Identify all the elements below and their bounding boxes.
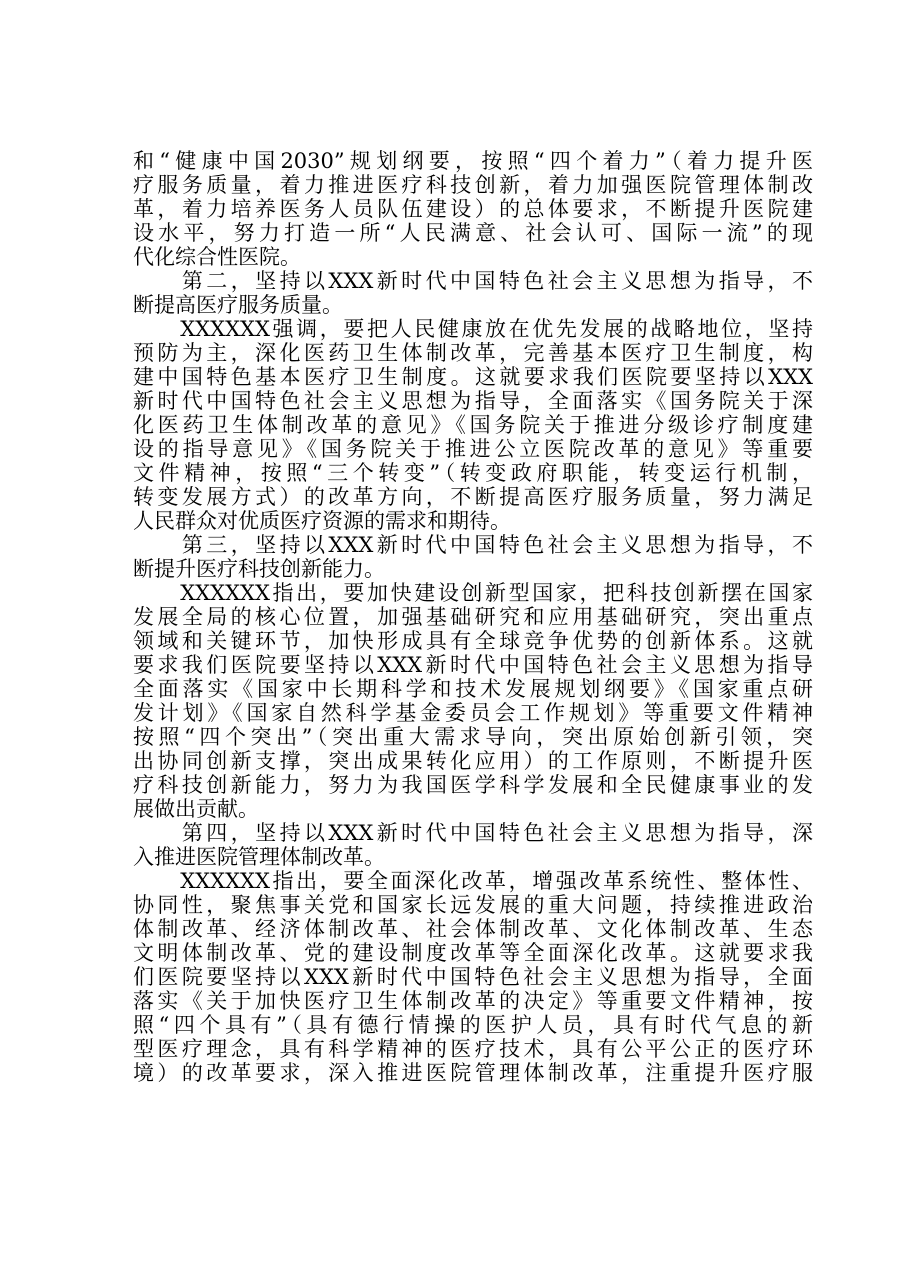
text-line: 按照“四个突出”（突出重大需求导向，突出原始创新引领，突	[133, 725, 813, 749]
text-line: 第四，坚持以XXX新时代中国特色社会主义思想为指导，深	[133, 821, 813, 845]
text-line: 发计划》《国家自然科学基金委员会工作规划》等重要文件精神	[133, 701, 813, 725]
text-line: 文明体制改革、党的建设制度改革等全面深化改革。这就要求我	[133, 941, 813, 965]
text-line: 设水平，努力打造一所“人民满意、社会认可、国际一流”的现	[133, 221, 813, 245]
text-line: 新时代中国特色社会主义思想为指导，全面落实《国务院关于深	[133, 389, 813, 413]
text-line: 们医院要坚持以XXX新时代中国特色社会主义思想为指导，全面	[133, 965, 813, 989]
text-line: 建中国特色基本医疗卫生制度。这就要求我们医院要坚持以XXX	[133, 365, 813, 389]
text-line: 转变发展方式）的改革方向，不断提高医疗服务质量，努力满足	[133, 485, 813, 509]
text-line: 照“四个具有”（具有德行情操的医护人员，具有时代气息的新	[133, 1013, 813, 1037]
text-line: 全面落实《国家中长期科学和技术发展规划纲要》《国家重点研	[133, 677, 813, 701]
paragraph-body-fourth	[133, 869, 813, 1085]
document-body	[133, 149, 813, 1085]
text-line: 第三，坚持以XXX新时代中国特色社会主义思想为指导，不	[133, 533, 813, 557]
text-line: 断提升医疗科技创新能力。	[133, 557, 385, 581]
text-line: 预防为主，深化医药卫生体制改革，完善基本医疗卫生制度，构	[133, 341, 813, 365]
text-line: 要求我们医院要坚持以XXX新时代中国特色社会主义思想为指导	[133, 653, 813, 677]
text-line: 落实《关于加快医疗卫生体制改革的决定》等重要文件精神，按	[133, 989, 813, 1013]
paragraph-heading-second	[133, 269, 813, 317]
text-line: 体制改革、经济体制改革、社会体制改革、文化体制改革、生态	[133, 917, 813, 941]
text-line: 入推进医院管理体制改革。	[133, 845, 385, 869]
text-line: 设的指导意见》《国务院关于推进公立医院改革的意见》等重要	[133, 437, 813, 461]
paragraph-heading-fourth	[133, 821, 813, 869]
text-line: 和“健康中国2030”规划纲要，按照“四个着力”（着力提升医	[133, 149, 813, 173]
text-line: XXXXXX指出，要加快建设创新型国家，把科技创新摆在国家	[133, 581, 813, 605]
text-line: 疗科技创新能力，努力为我国医学科学发展和全民健康事业的发	[133, 773, 813, 797]
text-line: XXXXXX强调，要把人民健康放在优先发展的战略地位，坚持	[133, 317, 813, 341]
text-line: XXXXXX指出，要全面深化改革，增强改革系统性、整体性、	[133, 869, 813, 893]
text-line: 文件精神，按照“三个转变”（转变政府职能，转变运行机制，	[133, 461, 813, 485]
text-line: 疗服务质量，着力推进医疗科技创新，着力加强医院管理体制改	[133, 173, 813, 197]
text-line: 展做出贡献。	[133, 797, 259, 821]
text-line: 革，着力培养医务人员队伍建设）的总体要求，不断提升医院建	[133, 197, 813, 221]
text-line: 境）的改革要求，深入推进医院管理体制改革，注重提升医疗服	[133, 1061, 813, 1085]
paragraph-intro-continued	[133, 149, 813, 269]
text-line: 断提高医疗服务质量。	[133, 293, 343, 317]
paragraph-heading-third	[133, 533, 813, 581]
text-line: 协同性，聚焦事关党和国家长远发展的重大问题，持续推进政治	[133, 893, 813, 917]
text-line: 出协同创新支撑，突出成果转化应用）的工作原则，不断提升医	[133, 749, 813, 773]
paragraph-body-third	[133, 581, 813, 821]
text-line: 领域和关键环节，加快形成具有全球竞争优势的创新体系。这就	[133, 629, 813, 653]
text-line: 型医疗理念，具有科学精神的医疗技术，具有公平公正的医疗环	[133, 1037, 813, 1061]
text-line: 第二，坚持以XXX新时代中国特色社会主义思想为指导，不	[133, 269, 813, 293]
text-line: 发展全局的核心位置，加强基础研究和应用基础研究，突出重点	[133, 605, 813, 629]
text-line: 人民群众对优质医疗资源的需求和期待。	[133, 509, 511, 533]
text-line: 代化综合性医院。	[133, 245, 301, 269]
paragraph-body-second	[133, 317, 813, 533]
text-line: 化医药卫生体制改革的意见》《国务院关于推进分级诊疗制度建	[133, 413, 813, 437]
